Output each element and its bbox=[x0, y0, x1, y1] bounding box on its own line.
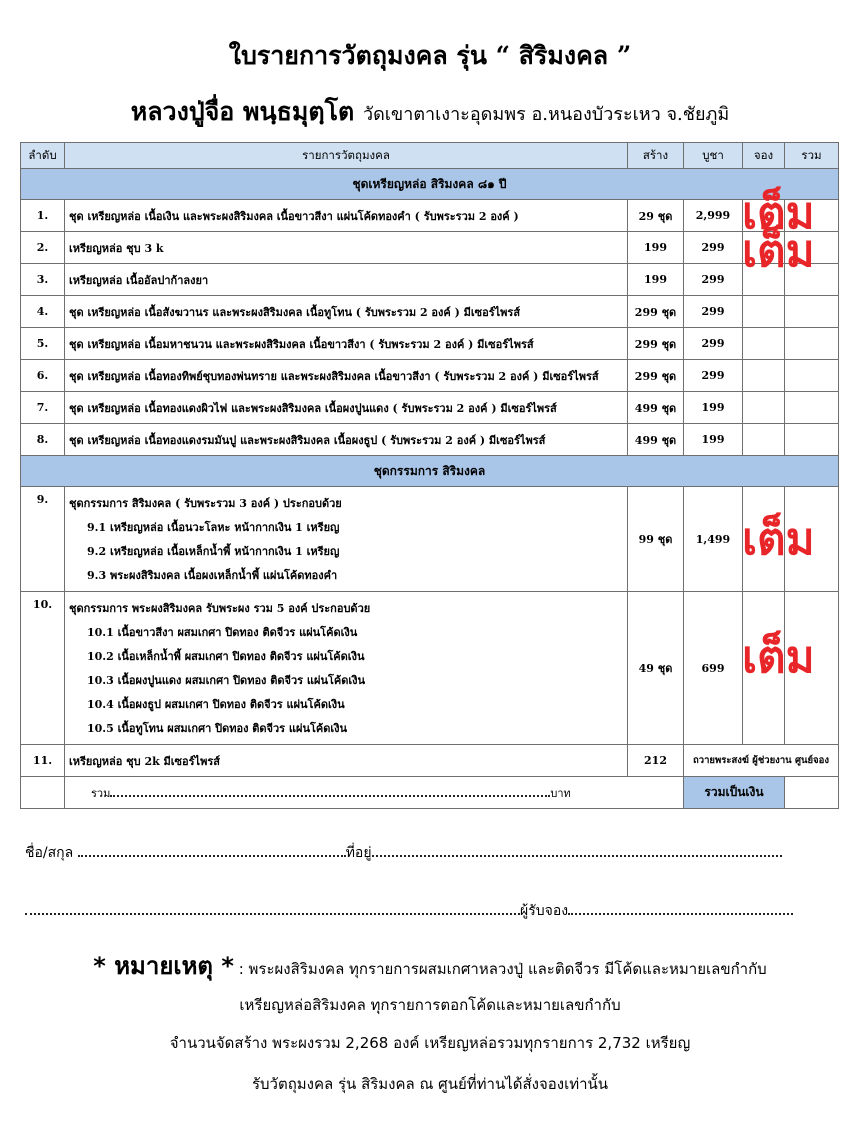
row-made: 199 bbox=[628, 232, 684, 264]
grand-total-label: รวมเป็นเงิน bbox=[684, 777, 785, 809]
note-line-2: เหรียญหล่อสิริมงคล ทุกรายการตอกโค้ดและหมายเลขกำกับ bbox=[239, 996, 621, 1014]
row-price: 299 bbox=[684, 264, 743, 296]
row-total-cell bbox=[785, 296, 839, 328]
row-desc bbox=[65, 487, 628, 592]
name-label: ชื่อ/สกุล bbox=[25, 845, 74, 861]
receiver-line bbox=[25, 900, 840, 922]
row-desc: ชุด เหรียญหล่อ เนื้อทองแดงผิวไฟ และพระผงสิริมงคล เนื้อผงปูนแดง ( รับพระรวม 2 องค์ ) มีเซอร์ไพรส์ bbox=[65, 392, 628, 424]
row-desc-sub: 10.4 เนื้อผงธูป ผสมเกศา ปิดทอง ติดจีวร แผ่นโค้ดเงิน bbox=[87, 698, 345, 711]
table-row bbox=[21, 592, 839, 745]
row-desc: เหรียญหล่อ ชุบ 2k มีเซอร์ไพรส์ bbox=[65, 745, 628, 777]
table-row bbox=[21, 264, 839, 296]
full-stamp: เต็ม bbox=[742, 632, 815, 683]
receiver-field[interactable] bbox=[568, 901, 793, 915]
row-no: 9. bbox=[21, 487, 65, 592]
note-line-1 bbox=[0, 946, 860, 985]
name-address-line bbox=[25, 842, 840, 864]
table-row bbox=[21, 392, 839, 424]
full-stamp: เต็ม bbox=[742, 188, 815, 239]
note-line-3: จำนวนจัดสร้าง พระผงรวม 2,268 องค์ เหรียญหล่อรวมทุกรายการ 2,732 เหรียญ bbox=[169, 1034, 691, 1052]
row-made: 299 ชุด bbox=[628, 328, 684, 360]
address-field[interactable] bbox=[372, 843, 782, 857]
full-stamp: เต็ม bbox=[742, 226, 815, 277]
row-no: 8. bbox=[21, 424, 65, 456]
row-no: 11. bbox=[21, 745, 65, 777]
row-no: 1. bbox=[21, 200, 65, 232]
name-field[interactable] bbox=[78, 843, 346, 857]
section-title-committee: ชุดกรรมการ สิริมงคล bbox=[21, 456, 839, 487]
row-desc: ชุด เหรียญหล่อ เนื้อเงิน และพระผงสิริมงคล เนื้อขาวสีงา แผ่นโค้ดทองคำ ( รับพระรวม 2 องค์ ) bbox=[65, 200, 628, 232]
row-made: 49 ชุด bbox=[628, 592, 684, 745]
row-desc: ชุด เหรียญหล่อ เนื้อทองแดงรมมันปู และพระผงสิริมงคล เนื้อผงธูป ( รับพระรวม 2 องค์ ) มีเซอร์ไพรส์ bbox=[65, 424, 628, 456]
row-reserve-cell[interactable] bbox=[743, 424, 785, 456]
row-desc: ชุด เหรียญหล่อ เนื้อทองทิพย์ชุบทองพ่นทราย และพระผงสิริมงคล เนื้อขาวสีงา ( รับพระรวม 2 องค์ ) มีเซอร์ไพรส์ bbox=[65, 360, 628, 392]
row-made: 199 bbox=[628, 264, 684, 296]
table-row bbox=[21, 424, 839, 456]
note-line-4: รับวัตถุมงคล รุ่น สิริมงคล ณ ศูนย์ที่ท่านได้สั่งจองเท่านั้น bbox=[251, 1075, 609, 1093]
amulet-order-table bbox=[20, 142, 839, 809]
temple-location: วัดเขาตาเงาะอุดมพร อ.หนองบัวระเหว จ.ชัยภูมิ bbox=[362, 104, 730, 125]
table-row bbox=[21, 745, 839, 777]
table-row bbox=[21, 232, 839, 264]
row-desc-sub: 10.5 เนื้อทูโทน ผสมเกศา ปิดทอง ติดจีวร แผ่นโค้ดเงิน bbox=[87, 722, 348, 735]
row-made: 299 ชุด bbox=[628, 296, 684, 328]
row-no: 2. bbox=[21, 232, 65, 264]
monk-name: หลวงปู่จื่อ พนฺธมุตฺโต bbox=[130, 97, 355, 126]
row-price: 199 bbox=[684, 392, 743, 424]
row-desc-sub: 9.3 พระผงสิริมงคล เนื้อผงเหล็กน้ำพี้ แผ่นโค้ดทองคำ bbox=[87, 569, 338, 582]
row-no: 7. bbox=[21, 392, 65, 424]
table-row bbox=[21, 200, 839, 232]
header-total: รวม bbox=[785, 143, 839, 169]
section-header-row bbox=[21, 169, 839, 200]
row-price: 299 bbox=[684, 232, 743, 264]
header-made: สร้าง bbox=[628, 143, 684, 169]
row-desc-sub: 9.2 เหรียญหล่อ เนื้อเหล็กน้ำพี้ หน้ากากเงิน 1 เหรียญ bbox=[87, 545, 340, 558]
row-total-cell bbox=[785, 424, 839, 456]
row-price: 299 bbox=[684, 360, 743, 392]
row-desc: ชุด เหรียญหล่อ เนื้อสังฆวานร และพระผงสิริมงคล เนื้อทูโทน ( รับพระรวม 2 องค์ ) มีเซอร์ไพรส์ bbox=[65, 296, 628, 328]
row-reserve-cell[interactable] bbox=[743, 296, 785, 328]
header-price: บูชา bbox=[684, 143, 743, 169]
row-desc-head: ชุดกรรมการ พระผงสิริมงคล รับพระผง รวม 5 องค์ ประกอบด้วย bbox=[69, 602, 371, 615]
row-no: 3. bbox=[21, 264, 65, 296]
row-made: 499 ชุด bbox=[628, 392, 684, 424]
row-total-cell bbox=[785, 328, 839, 360]
row-desc-sub: 10.3 เนื้อผงปูนแดง ผสมเกศา ปิดทอง ติดจีวร แผ่นโค้ดเงิน bbox=[87, 674, 366, 687]
row-price: 2,999 bbox=[684, 200, 743, 232]
row-price: 699 bbox=[684, 592, 743, 745]
total-row bbox=[21, 777, 839, 809]
row-desc bbox=[65, 592, 628, 745]
row-made: 212 bbox=[628, 745, 684, 777]
table-header-row bbox=[21, 143, 839, 169]
row-desc-head: ชุดกรรมการ สิริมงคล ( รับพระรวม 3 องค์ ) ประกอบด้วย bbox=[69, 497, 342, 510]
row-total-cell bbox=[785, 392, 839, 424]
row-made: 499 ชุด bbox=[628, 424, 684, 456]
row-made: 99 ชุด bbox=[628, 487, 684, 592]
header-item: รายการวัตถุมงคล bbox=[65, 143, 628, 169]
full-stamp: เต็ม bbox=[742, 514, 815, 565]
row-desc: ชุด เหรียญหล่อ เนื้อมหาชนวน และพระผงสิริมงคล เนื้อขาวสีงา ( รับพระรวม 2 องค์ ) มีเซอร์ไพรส์ bbox=[65, 328, 628, 360]
row-reserve-cell[interactable] bbox=[743, 328, 785, 360]
section-header-row bbox=[21, 456, 839, 487]
total-label: รวม bbox=[91, 787, 111, 800]
row-desc: เหรียญหล่อ เนื้ออัลปาก้าลงยา bbox=[65, 264, 628, 296]
grand-total-cell[interactable] bbox=[785, 777, 839, 809]
receiver-label: ผู้รับจอง bbox=[520, 903, 569, 919]
total-empty-cell bbox=[21, 777, 65, 809]
row-desc-sub: 9.1 เหรียญหล่อ เนื้อนวะโลหะ หน้ากากเงิน 1 เหรียญ bbox=[87, 521, 340, 534]
header-no: ลำดับ bbox=[21, 143, 65, 169]
total-unit: บาท bbox=[550, 787, 571, 800]
row-note: ถวายพระสงฆ์ ผู้ช่วยงาน ศูนย์จอง bbox=[684, 745, 839, 777]
row-price: 199 bbox=[684, 424, 743, 456]
note-text-1: : พระผงสิริมงคล ทุกรายการผสมเกศาหลวงปู่ และติดจีวร มีโค้ดและหมายเลขกำกับ bbox=[238, 960, 767, 978]
header-reserve: จอง bbox=[743, 143, 785, 169]
row-price: 299 bbox=[684, 328, 743, 360]
total-dotted-line[interactable] bbox=[110, 783, 550, 797]
row-no: 10. bbox=[21, 592, 65, 745]
page-subtitle bbox=[0, 92, 860, 132]
row-desc: เหรียญหล่อ ชุบ 3 k bbox=[65, 232, 628, 264]
total-sum-cell bbox=[65, 777, 684, 809]
row-reserve-cell[interactable] bbox=[743, 392, 785, 424]
table-row bbox=[21, 487, 839, 592]
row-desc-sub: 10.1 เนื้อขาวสีงา ผสมเกศา ปิดทอง ติดจีวร แผ่นโค้ดเงิน bbox=[87, 626, 358, 639]
row-price: 1,499 bbox=[684, 487, 743, 592]
row-made: 29 ชุด bbox=[628, 200, 684, 232]
row-no: 6. bbox=[21, 360, 65, 392]
row-no: 5. bbox=[21, 328, 65, 360]
row-total-cell bbox=[785, 360, 839, 392]
page-title: ใบรายการวัตถุมงคล รุ่น “ สิริมงคล ” bbox=[228, 41, 632, 70]
row-price: 299 bbox=[684, 296, 743, 328]
table-row bbox=[21, 360, 839, 392]
row-no: 4. bbox=[21, 296, 65, 328]
address-field-continued[interactable] bbox=[25, 901, 520, 915]
table-row bbox=[21, 328, 839, 360]
row-reserve-cell[interactable] bbox=[743, 360, 785, 392]
section-title-coins: ชุดเหรียญหล่อ สิริมงคล ๘๑ ปี bbox=[21, 169, 839, 200]
table-row bbox=[21, 296, 839, 328]
address-label: ที่อยู่ bbox=[345, 845, 372, 861]
row-desc-sub: 10.2 เนื้อเหล็กน้ำพี้ ผสมเกศา ปิดทอง ติดจีวร แผ่นโค้ดเงิน bbox=[87, 650, 365, 663]
note-heading: * หมายเหตุ * bbox=[93, 952, 234, 980]
row-made: 299 ชุด bbox=[628, 360, 684, 392]
